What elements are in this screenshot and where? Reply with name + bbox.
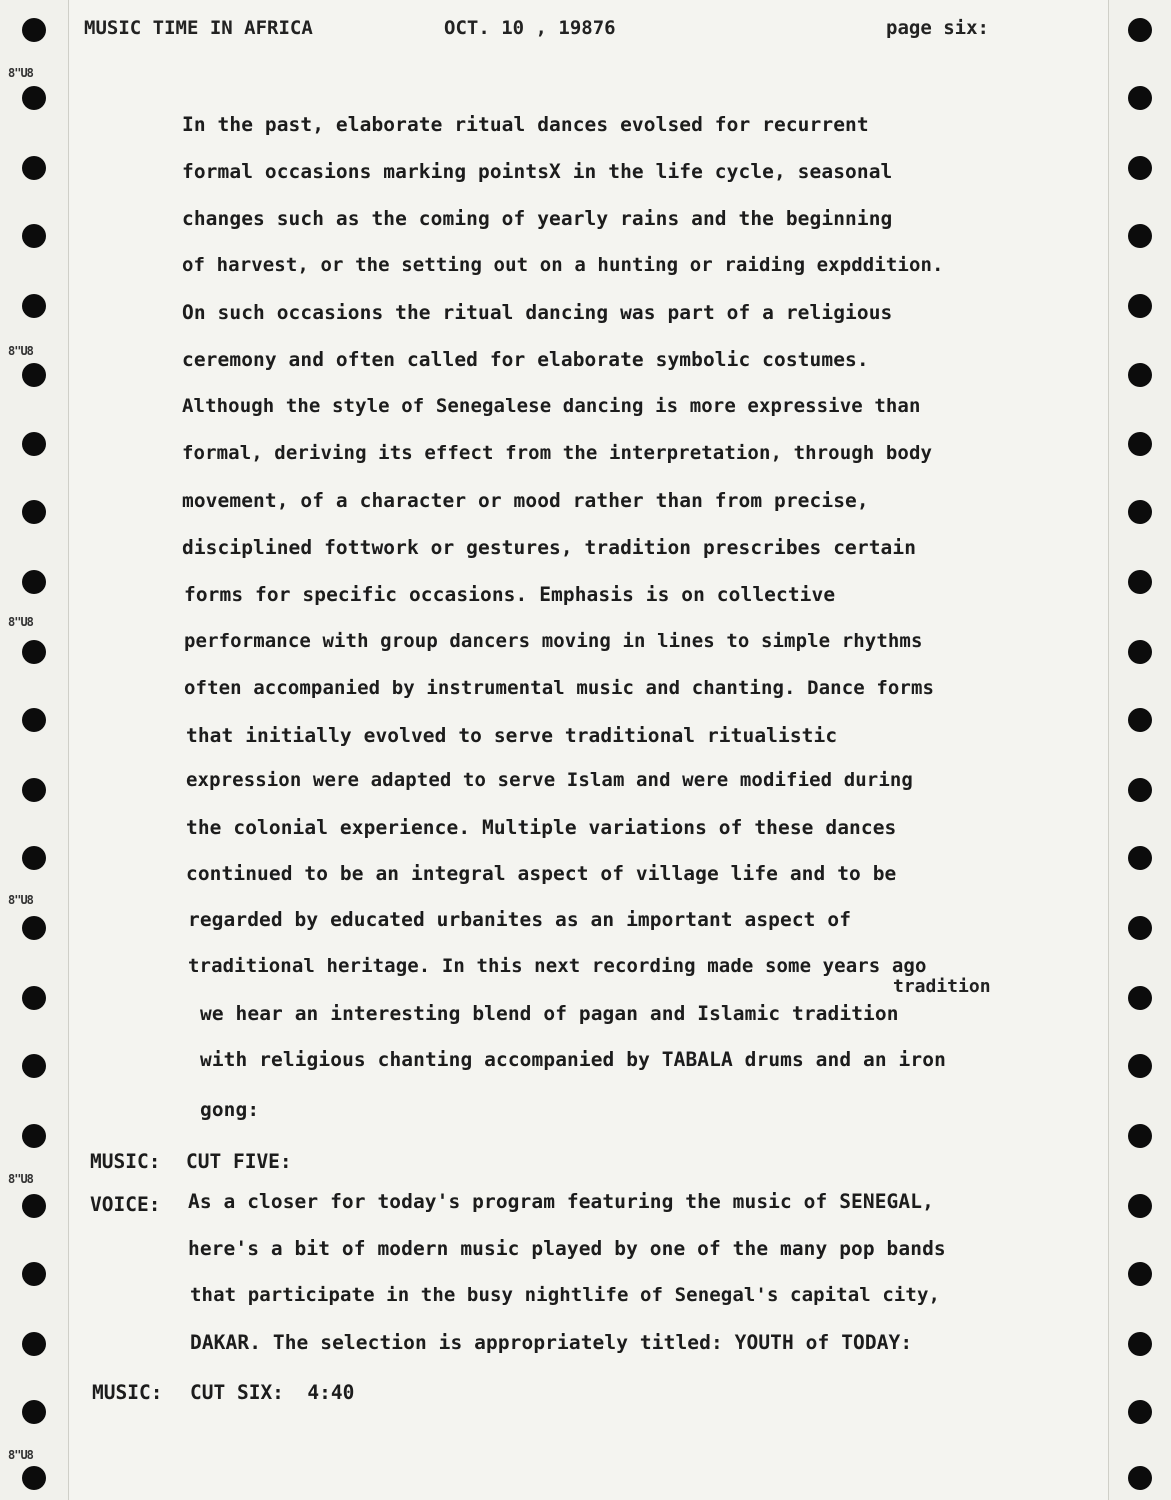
tractor-hole [22,86,46,110]
body-line: that initially evolved to serve traditional ritualistic [186,724,838,747]
voice-line: DAKAR. The selection is appropriately titled: YOUTH of TODAY: [190,1331,913,1354]
tractor-hole [1128,986,1152,1010]
voice-line: that participate in the busy nightlife of Senegal's capital city, [190,1284,941,1306]
cue-text: CUT FIVE: [186,1150,292,1173]
voice-line: As a closer for today's program featuring the music of SENEGAL, [188,1190,934,1213]
body-line: performance with group dancers moving in lines to simple rhythms [184,630,923,652]
tractor-hole [22,1194,46,1218]
tractor-hole [22,363,46,387]
perforation-mark: 8"U8 [8,1172,33,1186]
left-tractor-strip [0,0,69,1500]
tractor-hole [22,1124,46,1148]
tractor-hole [22,916,46,940]
perforation-mark: 8"U8 [8,344,33,358]
handtyped-correction: tradition [893,976,991,997]
body-line: forms for specific occasions. Emphasis is on collective [184,583,836,606]
tractor-hole [1128,1332,1152,1356]
body-line: regarded by educated urbanites as an important aspect of [188,908,852,931]
tractor-hole [22,708,46,732]
body-line: disciplined fottwork or gestures, tradition prescribes certain [182,536,917,559]
tractor-hole [22,986,46,1010]
tractor-hole [22,1466,46,1490]
tractor-hole [1128,1262,1152,1286]
tractor-hole [22,570,46,594]
tractor-hole [1128,294,1152,318]
body-line: often accompanied by instrumental music and chanting. Dance forms [184,677,935,699]
body-line: Although the style of Senegalese dancing is more expressive than [182,395,921,417]
cue-label: MUSIC: [92,1381,163,1404]
tractor-hole [22,156,46,180]
body-line: formal, deriving its effect from the interpretation, through body [182,442,933,464]
tractor-hole [22,1332,46,1356]
tractor-hole [1128,778,1152,802]
body-line: the colonial experience. Multiple variations of these dances [186,816,897,839]
tractor-hole [1128,846,1152,870]
tractor-hole [22,500,46,524]
body-line: ceremony and often called for elaborate symbolic costumes. [182,348,869,371]
tractor-hole [22,1262,46,1286]
body-line: In the past, elaborate ritual dances evolsed for recurrent [182,113,869,136]
cue-label: VOICE: [90,1193,161,1216]
program-title: MUSIC TIME IN AFRICA [84,17,313,39]
tractor-hole [1128,18,1152,42]
voice-line: here's a bit of modern music played by one of the many pop bands [188,1237,946,1260]
tractor-hole [1128,500,1152,524]
tractor-hole [1128,1054,1152,1078]
body-line: movement, of a character or mood rather than from precise, [182,489,869,512]
body-line: continued to be an integral aspect of village life and to be [186,862,897,885]
tractor-hole [1128,1124,1152,1148]
perforation-mark: 8"U8 [8,1448,33,1462]
cue-label: MUSIC: [90,1150,161,1173]
tractor-hole [1128,570,1152,594]
tractor-hole [22,778,46,802]
tractor-hole [1128,363,1152,387]
body-line: of harvest, or the setting out on a hunting or raiding expddition. [182,254,944,276]
body-line: we hear an interesting blend of pagan and Islamic tradition [200,1002,899,1025]
perforation-mark: 8"U8 [8,615,33,629]
page-number: page six: [886,17,989,39]
tractor-hole [1128,708,1152,732]
tractor-hole [1128,432,1152,456]
cue-text: CUT SIX: 4:40 [190,1381,355,1404]
tractor-hole [22,432,46,456]
tractor-hole [1128,86,1152,110]
tractor-hole [1128,1466,1152,1490]
body-line: expression were adapted to serve Islam and were modified during [186,769,913,791]
tractor-hole [1128,156,1152,180]
tractor-hole [22,1400,46,1424]
tractor-hole [1128,640,1152,664]
body-line: traditional heritage. In this next recording made some years ago [188,955,927,977]
tractor-hole [1128,916,1152,940]
broadcast-date: OCT. 10 , 19876 [444,17,616,39]
body-line: changes such as the coming of yearly rains and the beginning [182,207,893,230]
body-line: gong: [200,1098,260,1121]
body-line: with religious chanting accompanied by TABALA drums and an iron [200,1048,946,1071]
body-line: On such occasions the ritual dancing was part of a religious [182,301,893,324]
tractor-hole [1128,224,1152,248]
page-header [84,17,1011,47]
tractor-hole [22,224,46,248]
perforation-mark: 8"U8 [8,66,33,80]
perforation-mark: 8"U8 [8,893,33,907]
tractor-hole [1128,1194,1152,1218]
tractor-hole [22,846,46,870]
tractor-hole [22,18,46,42]
right-tractor-strip [1108,0,1171,1500]
tractor-hole [22,294,46,318]
tractor-hole [22,1054,46,1078]
tractor-hole [1128,1400,1152,1424]
tractor-hole [22,640,46,664]
body-line: formal occasions marking pointsX in the life cycle, seasonal [182,160,893,183]
